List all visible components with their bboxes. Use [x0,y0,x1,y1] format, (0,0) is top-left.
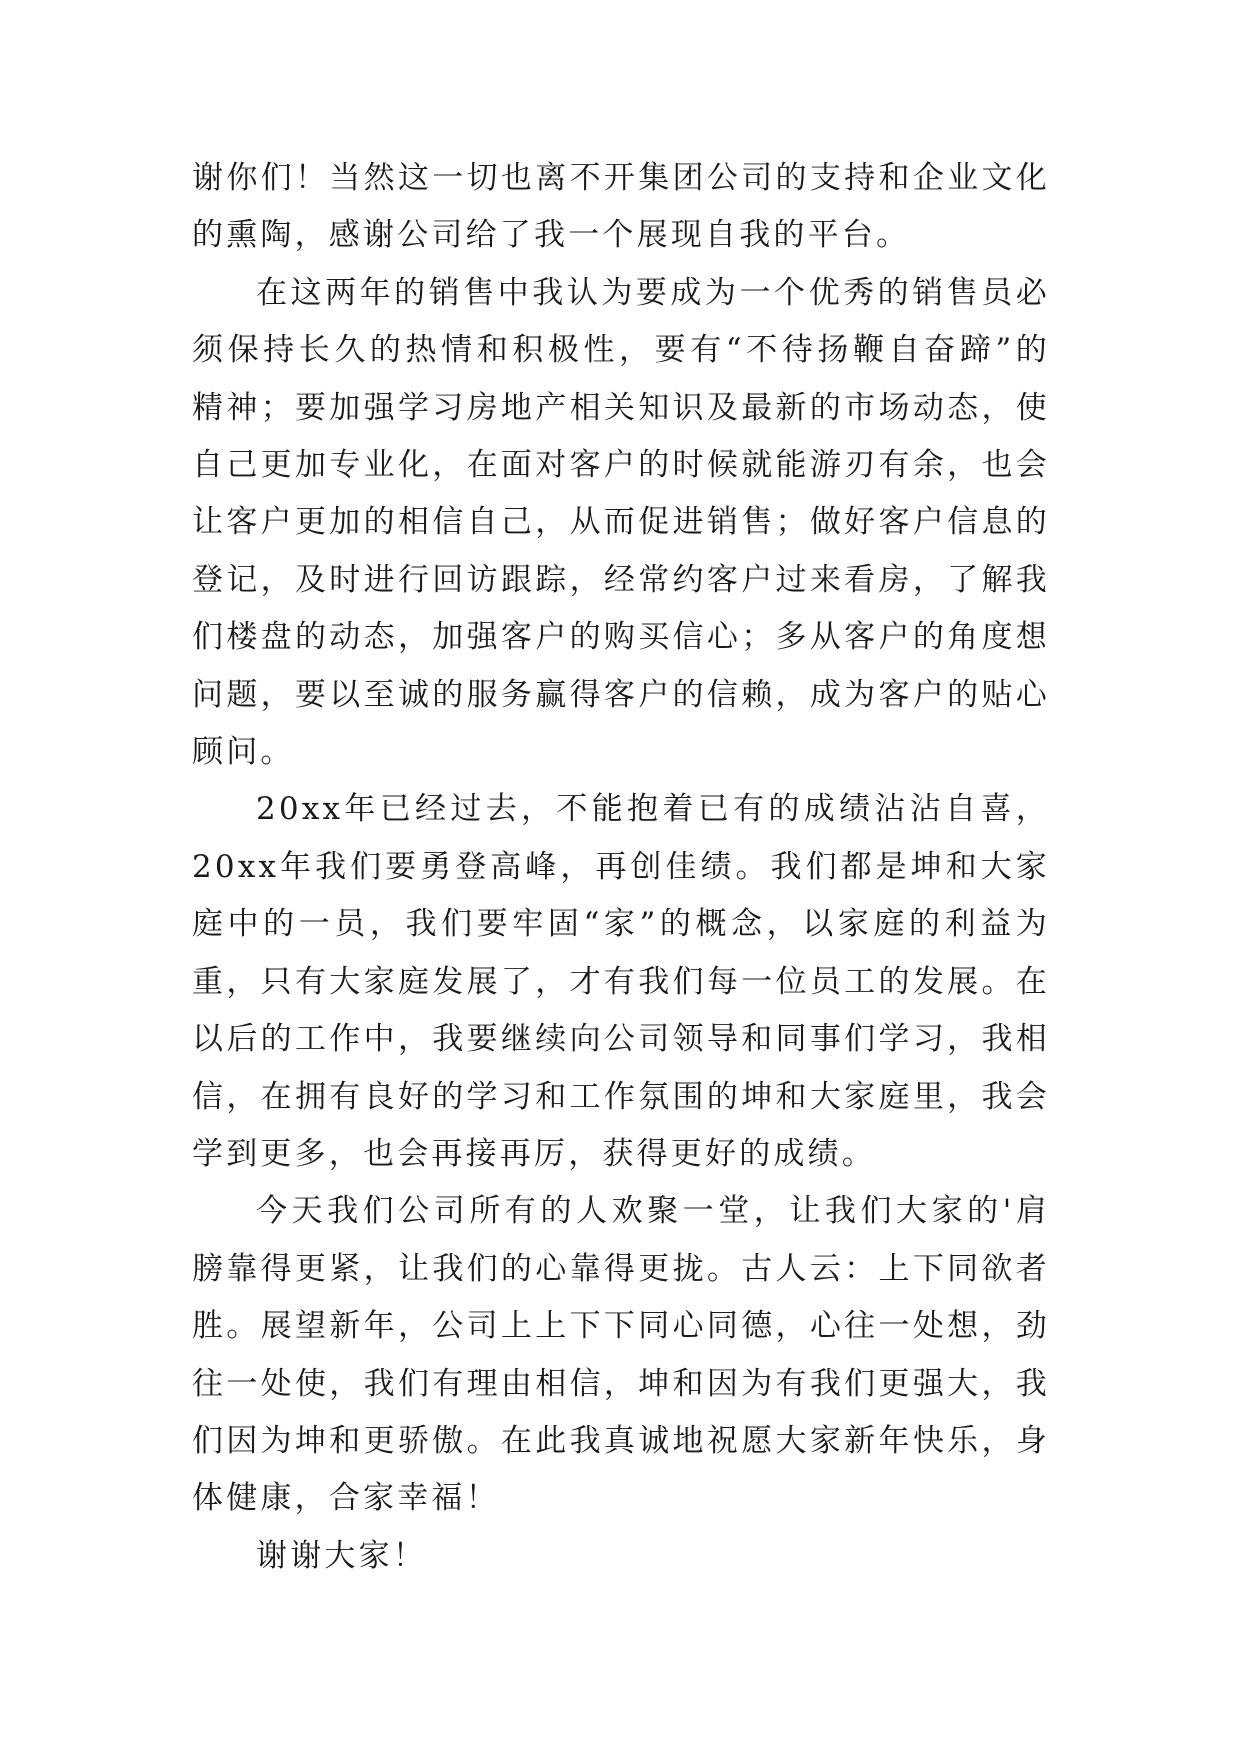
paragraph-thanks: 谢谢大家！ [256,1537,427,1574]
document-body [192,150,1050,1585]
paragraph-sales-experience: 在这两年的销售中我认为要成为一个优秀的销售员必须保持长久的热情和积极性，要有“不待扬鞭自奋蹄”的精神；要加强学习房地产相关知识及最新的市场动态，使自己更加专业化，在面对客户的时候就能游刃有余，也会让客户更加的相信自己，从而促进销售；做好客户信息的登记，及时进行回访跟踪，经常约客户过来看房，了解我们楼盘的动态，加强客户的购买信心；多从客户的角度想问题，要以至诚的服务赢得客户的信赖，成为客户的贴心顾问。 [192,274,1050,771]
paragraph-blessings: 今天我们公司所有的人欢聚一堂，让我们大家的'肩膀靠得更紧，让我们的心靠得更拢。古人云：上下同欲者胜。展望新年，公司上上下下同心同德，心往一处想，劲往一处使，我们有理由相信，坤和因为有我们更强大，我们因为坤和更骄傲。在此我真诚地祝愿大家新年快乐，身体健康，合家幸福！ [192,1193,1050,1517]
paragraph-new-year-goals: 20xx年已经过去，不能抱着已有的成绩沾沾自喜，20xx年我们要勇登高峰，再创佳绩。我们都是坤和大家庭中的一员，我们要牢固“家”的概念，以家庭的利益为重，只有大家庭发展了，才有我们每一位员工的发展。在以后的工作中，我要继续向公司领导和同事们学习，我相信，在拥有良好的学习和工作氛围的坤和大家庭里，我会学到更多，也会再接再厉，获得更好的成绩。 [192,791,1050,1172]
paragraph-opening: 谢你们！当然这一切也离不开集团公司的支持和企业文化的熏陶，感谢公司给了我一个展现自我的平台。 [192,160,1050,254]
